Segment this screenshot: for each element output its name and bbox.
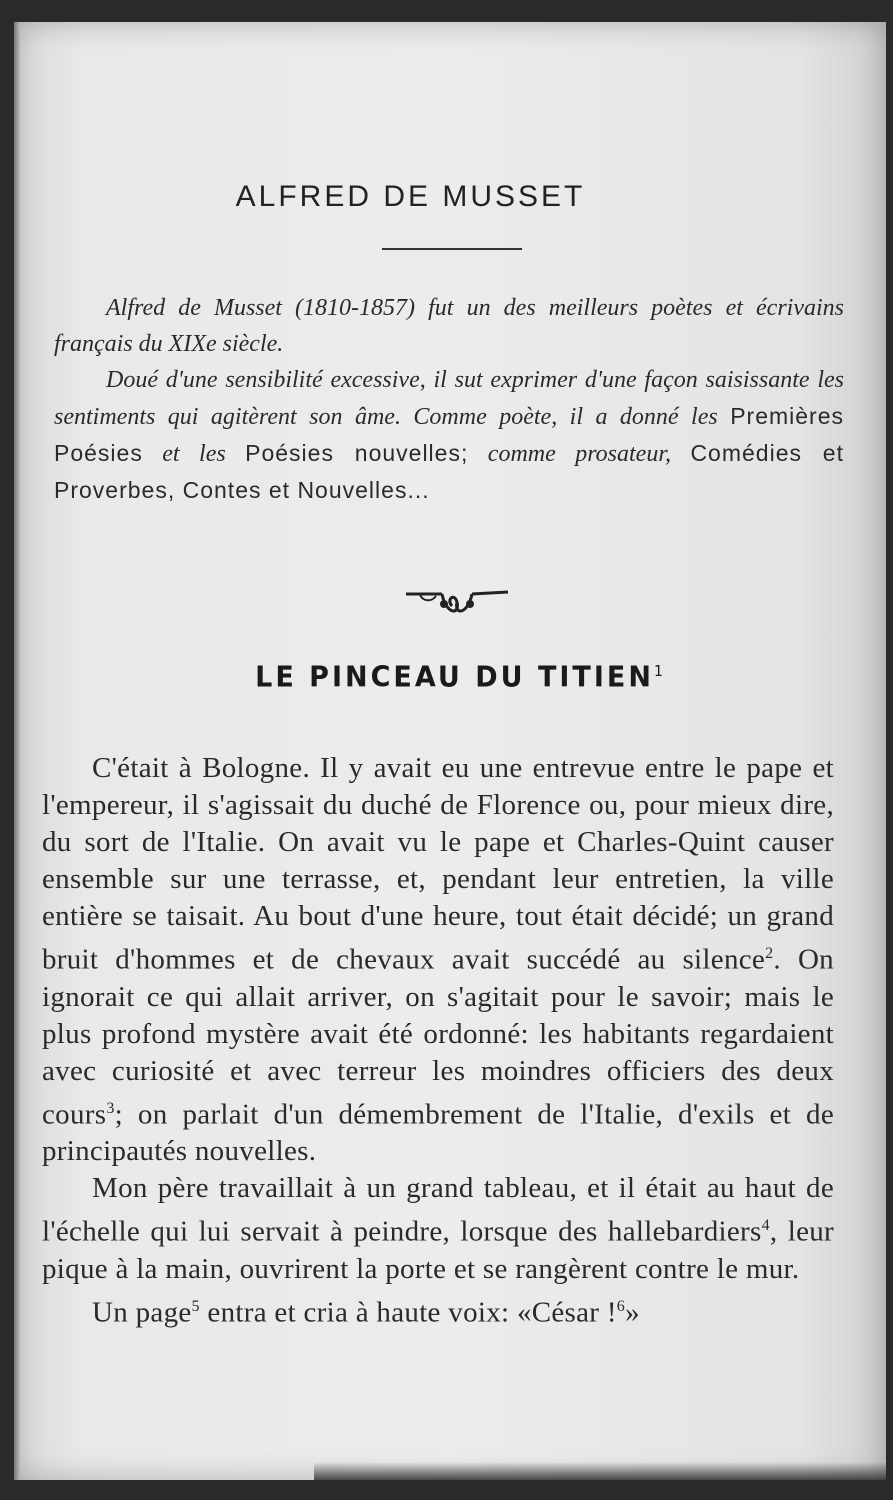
intro-paragraph-2 — [54, 362, 844, 509]
work-title: Premières Poésies — [54, 403, 845, 466]
chapter-text — [42, 750, 834, 1332]
body-text: » — [625, 1296, 640, 1329]
body-text: , leur pique à la main, ouvrirent la porte et se rangèrent contre le mur. — [42, 1215, 834, 1285]
work-title: Poésies nouvelles; — [245, 440, 469, 466]
work-title: Comédies et Proverbes, Contes et Nouvelles... — [54, 440, 844, 503]
body-text: entra et cria à haute voix: «César ! — [199, 1296, 617, 1329]
intro-text: comme prosateur, — [487, 441, 671, 467]
body-text: ; on parlait d'un démembrement de l'Italie, d'exils et de principautés nouvelles. — [42, 1098, 834, 1168]
intro-text: Doué d'une sensibilité excessive, il sut exprimer d'une façon saisissante les sentiments qui agitèrent son âme. Comme poète, il a donné les — [54, 367, 844, 430]
page-spine — [14, 22, 20, 1480]
body-text: Mon père travaillait à un grand tableau, et il était au haut de l'échelle qui lui servait à peindre, lorsque des hallebardiers — [42, 1172, 834, 1248]
body-paragraph-2 — [42, 1170, 834, 1288]
body-text: C'était à Bologne. Il y avait eu une entrevue entre le pape et l'empereur, il s'agissait du duché de Florence ou, pour mieux dire, du sort de l'Italie. On avait vu le pape et Charles-Quint causer ensemble sur une terrasse, et, pendant leur entretien, la ville entière se taisait. Au bout d'une heure, tout était décidé; un grand bruit d'hommes et de chevaux avait succédé au silence — [42, 752, 834, 976]
title-rule — [382, 248, 522, 250]
chapter-title: LE PINCEAU DU TITIEN — [255, 661, 654, 694]
intro-text: Alfred de Musset (1810-1857) fut un des meilleurs poètes et écrivains français du XIXe siècle. — [54, 295, 844, 357]
footnote-ref: 3 — [106, 1099, 115, 1117]
body-paragraph-1 — [42, 750, 834, 1170]
body-text: Un page — [92, 1296, 192, 1329]
book-page — [14, 22, 886, 1480]
author-intro — [54, 290, 844, 509]
chapter-heading — [14, 661, 886, 694]
footnote-ref: 1 — [653, 663, 666, 681]
footnote-ref: 4 — [761, 1217, 770, 1235]
footnote-ref: 6 — [616, 1297, 626, 1315]
body-paragraph-3 — [42, 1288, 834, 1332]
footnote-ref: 2 — [765, 945, 774, 962]
footnote-ref: 5 — [191, 1297, 200, 1315]
page-title: ALFRED DE MUSSET — [235, 180, 586, 213]
fleuron-ornament-icon — [402, 578, 512, 622]
intro-text: et les — [162, 441, 226, 467]
torn-page-edge — [314, 1462, 886, 1480]
intro-paragraph-1 — [54, 290, 844, 362]
body-text: . On ignorait ce qui allait arriver, on s'agitait pour le savoir; mais le plus profond mystère avait été ordonné: les habitants regardaient avec curiosité et avec terreur les moindres officiers des deux cours — [42, 943, 834, 1131]
